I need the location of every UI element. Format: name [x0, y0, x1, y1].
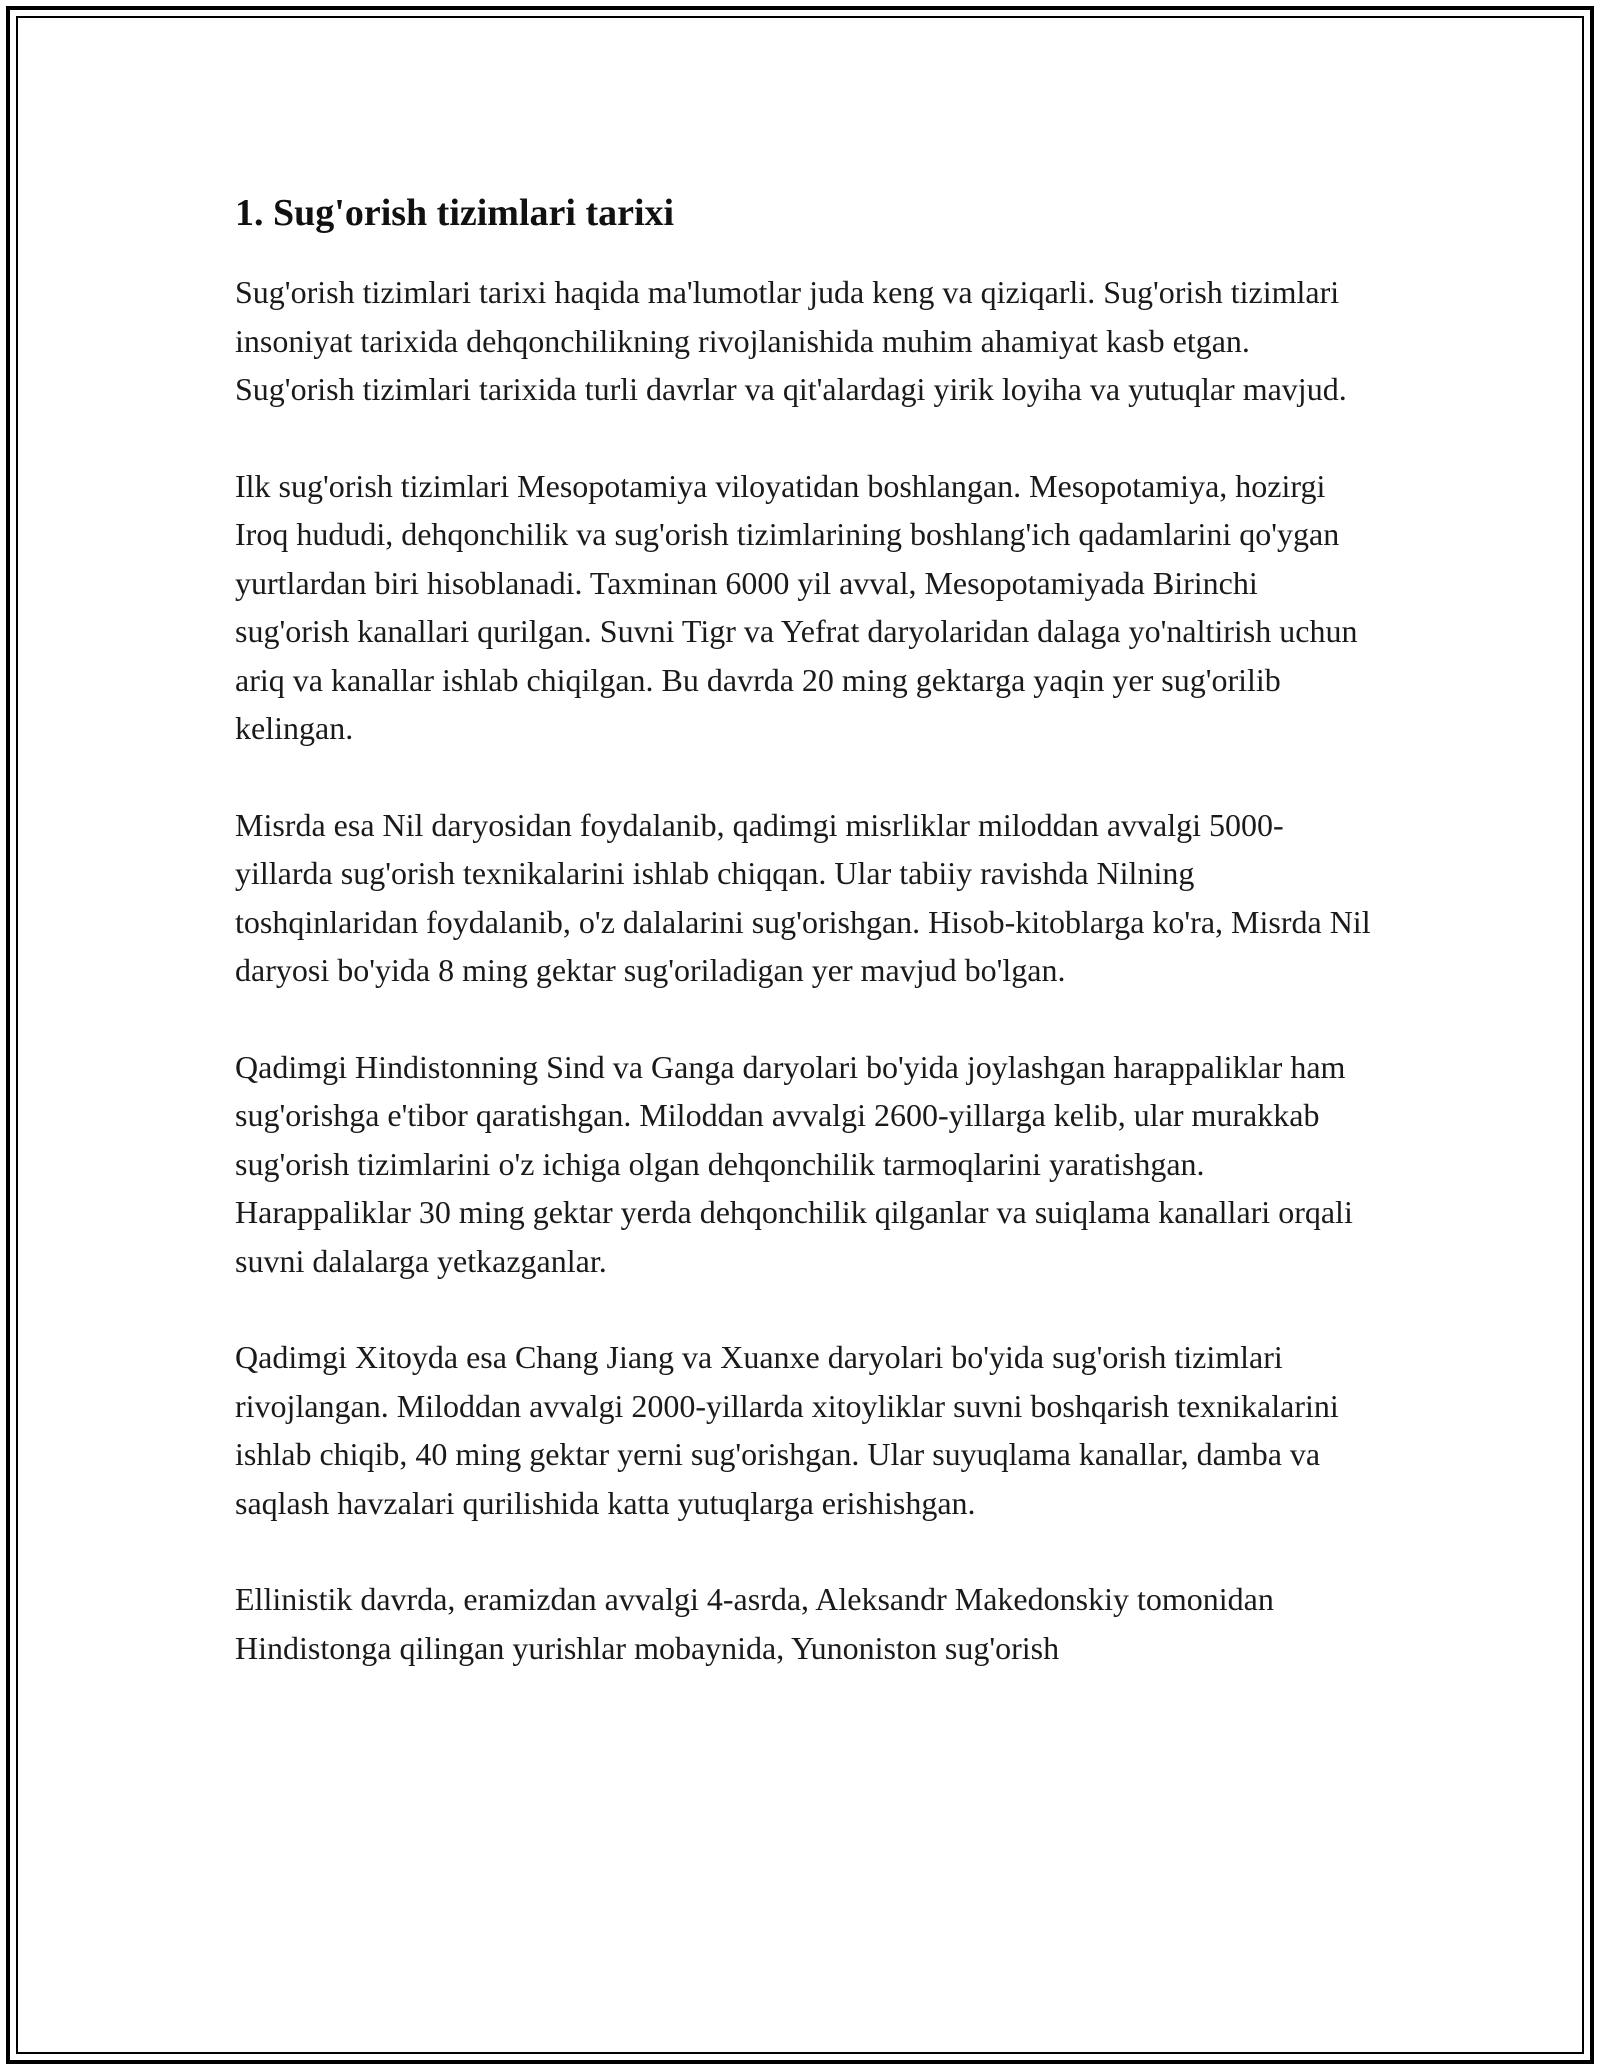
document-body: [235, 186, 1375, 1720]
paragraph-india: Qadimgi Hindistonning Sind va Ganga daryolari bo'yida joylashgan harappaliklar ham sug'orishga e'tibor qaratishgan. Miloddan avvalgi 2600-yillarga kelib, ular murakkab sug'orish tizimlarini o'z ichiga olgan dehqonchilik tarmoqlarini yaratishgan. Harappaliklar 30 ming gektar yerda dehqonchilik qilganlar va suiqlama kanallari orqali suvni dalalarga yetkazganlar.: [235, 1048, 1353, 1279]
paragraph-mesopotamia: Ilk sug'orish tizimlari Mesopotamiya viloyatidan boshlangan. Mesopotamiya, hozirgi Iroq hududi, dehqonchilik va sug'orish tizimlarining boshlang'ich qadamlarini qo'ygan yurtlardan biri hisoblanadi. Taxminan 6000 yil avval, Mesopotamiyada Birinchi sug'orish kanallari qurilgan. Suvni Tigr va Yefrat daryolaridan dalaga yo'naltirish uchun ariq va kanallar ishlab chiqilgan. Bu davrda 20 ming gektarga yaqin yer sug'orilib kelingan.: [235, 467, 1358, 746]
paragraph-egypt: Misrda esa Nil daryosidan foydalanib, qadimgi misrliklar miloddan avvalgi 5000-yillarda sug'orish texnikalarini ishlab chiqqan. Ular tabiiy ravishda Nilning toshqinlaridan foydalanib, o'z dalalarini sug'orishgan. Hisob-kitoblarga ko'ra, Misrda Nil daryosi bo'yida 8 ming gektar sug'oriladigan yer mavjud bo'lgan.: [235, 806, 1371, 988]
paragraph-china: Qadimgi Xitoyda esa Chang Jiang va Xuanxe daryolari bo'yida sug'orish tizimlari rivojlangan. Miloddan avvalgi 2000-yillarda xitoyliklar suvni boshqarish texnikalarini ishlab chiqib, 40 ming gektar yerni sug'orishgan. Ular suyuqlama kanallar, damba va saqlash havzalari qurilishida katta yutuqlarga erishishgan.: [235, 1339, 1339, 1521]
section-heading: 1. Sug'orish tizimlari tarixi: [235, 192, 675, 234]
paragraph-intro: Sug'orish tizimlari tarixi haqida ma'lumotlar juda keng va qiziqarli. Sug'orish tizimlari insoniyat tarixida dehqonchilikning rivojlanishida muhim ahamiyat kasb etgan. Sug'orish tizimlari tarixida turli davrlar va qit'alardagi yirik loyiha va yutuqlar mavjud.: [235, 274, 1347, 407]
paragraph-hellenistic: Ellinistik davrda, eramizdan avvalgi 4-asrda, Aleksandr Makedonskiy tomonidan Hindistonga qilingan yurishlar mobaynida, Yunoniston sug'orish: [235, 1581, 1274, 1666]
